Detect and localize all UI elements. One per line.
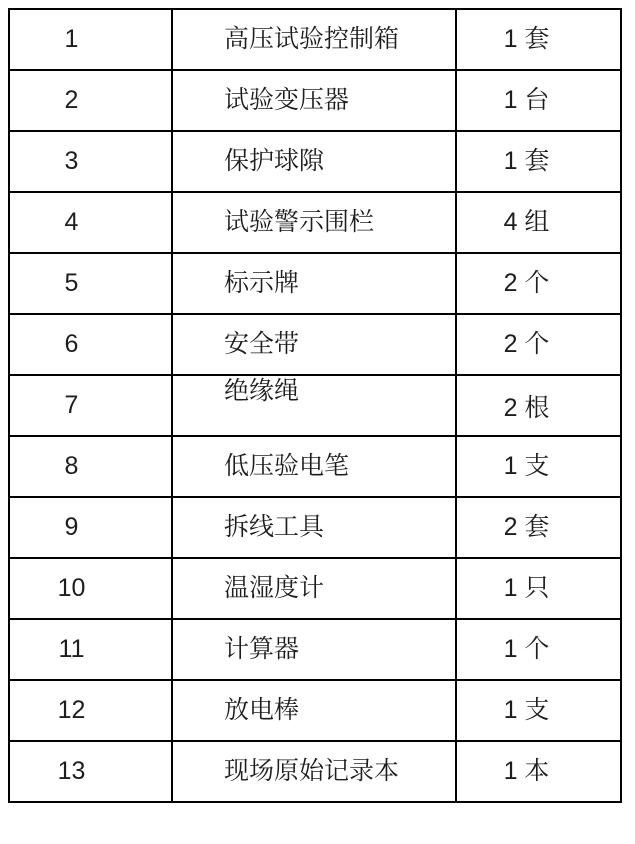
item-name-cell: 计算器: [172, 619, 456, 680]
item-quantity-cell: 4 组: [456, 192, 621, 253]
table-row: [9, 680, 621, 741]
item-name-cell: 现场原始记录本: [172, 741, 456, 802]
item-quantity-cell: 1 支: [456, 436, 621, 497]
table-row: [9, 375, 621, 436]
serial-number-cell: 11: [9, 619, 172, 680]
serial-number-cell: 10: [9, 558, 172, 619]
table-row: [9, 192, 621, 253]
serial-number-cell: 13: [9, 741, 172, 802]
item-name-cell: 安全带: [172, 314, 456, 375]
serial-number-cell: 4: [9, 192, 172, 253]
item-quantity-cell: 2 根: [456, 375, 621, 436]
serial-number-cell: 7: [9, 375, 172, 436]
serial-number-cell: 2: [9, 70, 172, 131]
equipment-table: [8, 8, 622, 803]
item-name-cell: 试验变压器: [172, 70, 456, 131]
item-quantity-cell: 2 套: [456, 497, 621, 558]
item-quantity-cell: 1 台: [456, 70, 621, 131]
item-quantity-cell: 1 本: [456, 741, 621, 802]
table-row: [9, 253, 621, 314]
table-row: [9, 497, 621, 558]
table-row: [9, 70, 621, 131]
table-row: [9, 314, 621, 375]
item-name-cell: 放电棒: [172, 680, 456, 741]
serial-number-cell: 12: [9, 680, 172, 741]
item-name-cell: 拆线工具: [172, 497, 456, 558]
serial-number-cell: 6: [9, 314, 172, 375]
item-name-cell: 高压试验控制箱: [172, 9, 456, 70]
item-quantity-cell: 2 个: [456, 314, 621, 375]
item-name-cell: 保护球隙: [172, 131, 456, 192]
item-quantity-cell: 1 只: [456, 558, 621, 619]
item-name-cell: 标示牌: [172, 253, 456, 314]
serial-number-cell: 5: [9, 253, 172, 314]
table-row: [9, 436, 621, 497]
item-name-cell: 试验警示围栏: [172, 192, 456, 253]
table-row: [9, 558, 621, 619]
item-quantity-cell: 2 个: [456, 253, 621, 314]
serial-number-cell: 1: [9, 9, 172, 70]
item-name-cell: 绝缘绳: [172, 375, 456, 436]
table-row: [9, 131, 621, 192]
item-name-cell: 温湿度计: [172, 558, 456, 619]
table-row: [9, 619, 621, 680]
item-quantity-cell: 1 套: [456, 9, 621, 70]
serial-number-cell: 9: [9, 497, 172, 558]
table-row: [9, 9, 621, 70]
item-name-cell: 低压验电笔: [172, 436, 456, 497]
table-row: [9, 741, 621, 802]
serial-number-cell: 3: [9, 131, 172, 192]
equipment-table-body: [9, 9, 621, 802]
item-quantity-cell: 1 支: [456, 680, 621, 741]
item-quantity-cell: 1 个: [456, 619, 621, 680]
item-quantity-cell: 1 套: [456, 131, 621, 192]
serial-number-cell: 8: [9, 436, 172, 497]
